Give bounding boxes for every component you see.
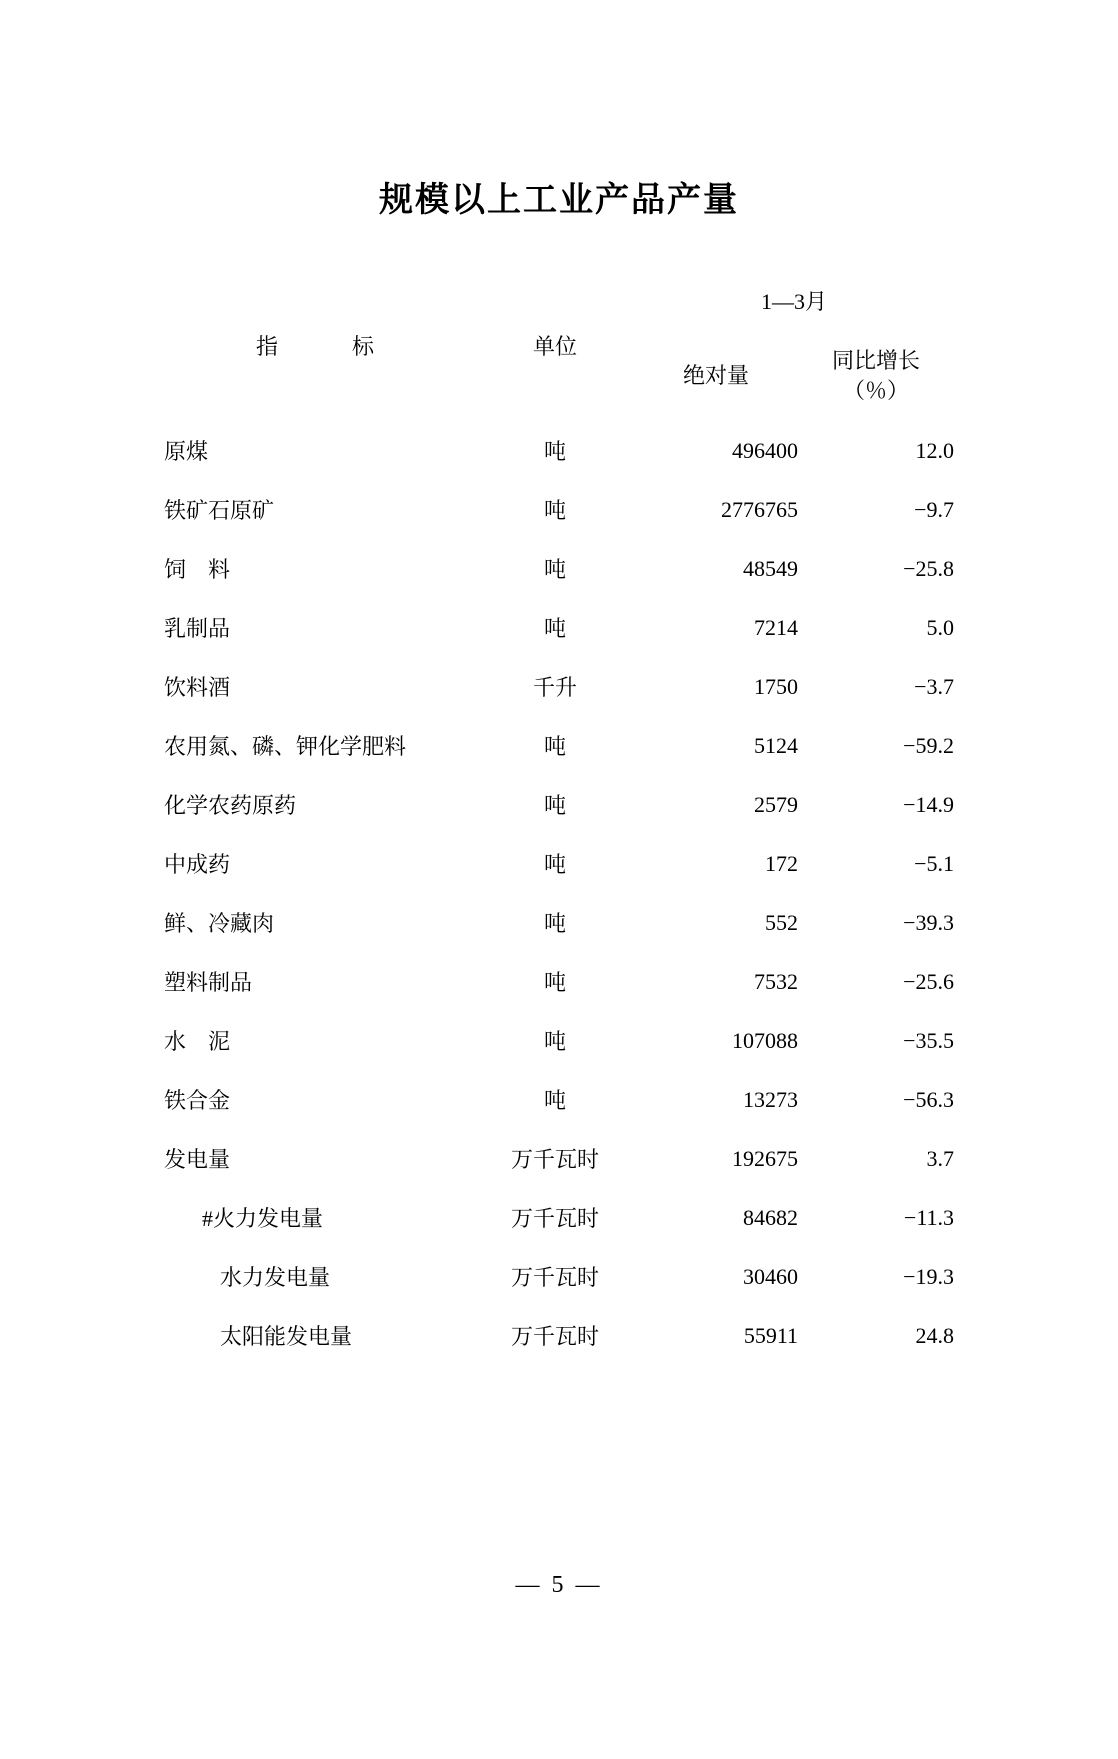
cell-yoy: 5.0 <box>926 614 955 640</box>
page-number: — 5 — <box>515 1572 603 1598</box>
cell-yoy: −25.6 <box>903 968 955 994</box>
table-row <box>164 1070 954 1129</box>
cell-indicator: 中成药 <box>164 852 231 877</box>
cell-absolute: 5124 <box>754 732 798 758</box>
table-row <box>164 1247 954 1306</box>
cell-yoy: −39.3 <box>903 909 955 935</box>
cell-indicator: 铁合金 <box>164 1088 231 1113</box>
cell-unit: 吨 <box>543 852 566 877</box>
cell-indicator: 塑料制品 <box>164 970 253 995</box>
table-row <box>164 539 954 598</box>
table-row <box>164 893 954 952</box>
statistics-table-container <box>164 269 954 1365</box>
cell-absolute: 496400 <box>732 437 798 463</box>
table-row <box>164 421 954 480</box>
cell-indicator: 饮料酒 <box>164 675 231 700</box>
cell-indicator: #火力发电量 <box>202 1206 324 1231</box>
table-row <box>164 716 954 775</box>
cell-indicator: 水 泥 <box>164 1029 231 1054</box>
table-row <box>164 834 954 893</box>
cell-unit: 万千瓦时 <box>510 1324 599 1349</box>
cell-indicator: 铁矿石原矿 <box>164 498 275 523</box>
table-row <box>164 1306 954 1365</box>
cell-yoy: −14.9 <box>903 791 955 817</box>
cell-unit: 吨 <box>543 970 566 995</box>
header-indicator: 指 标 <box>255 333 384 359</box>
cell-absolute: 48549 <box>743 555 798 581</box>
cell-unit: 吨 <box>543 557 566 582</box>
cell-absolute: 2776765 <box>721 496 798 522</box>
cell-unit: 吨 <box>543 1088 566 1113</box>
cell-absolute: 1750 <box>754 673 798 699</box>
table-row <box>164 598 954 657</box>
cell-absolute: 172 <box>765 850 798 876</box>
header-period: 1—3月 <box>761 288 828 314</box>
cell-unit: 万千瓦时 <box>510 1206 599 1231</box>
cell-unit: 千升 <box>532 675 577 700</box>
cell-indicator: 鲜、冷藏肉 <box>164 911 275 936</box>
cell-indicator: 化学农药原药 <box>164 793 297 818</box>
table-row <box>164 480 954 539</box>
table-row <box>164 1011 954 1070</box>
cell-absolute: 55911 <box>743 1322 798 1348</box>
cell-yoy: −35.5 <box>903 1027 955 1053</box>
cell-unit: 吨 <box>543 498 566 523</box>
cell-indicator: 太阳能发电量 <box>220 1324 353 1349</box>
cell-yoy: −56.3 <box>903 1086 955 1112</box>
table-row <box>164 1129 954 1188</box>
table-header-row-1 <box>164 269 954 331</box>
cell-unit: 吨 <box>543 439 566 464</box>
cell-yoy: −3.7 <box>914 673 955 699</box>
document-page <box>0 172 1118 1759</box>
cell-indicator: 农用氮、磷、钾化学肥料 <box>164 734 407 759</box>
cell-unit: 吨 <box>543 1029 566 1054</box>
cell-absolute: 552 <box>765 909 798 935</box>
cell-unit: 吨 <box>543 734 566 759</box>
table-row <box>164 1188 954 1247</box>
cell-unit: 吨 <box>543 793 566 818</box>
cell-yoy: 12.0 <box>915 437 955 463</box>
table-row <box>164 775 954 834</box>
cell-absolute: 84682 <box>743 1204 798 1230</box>
cell-unit: 吨 <box>543 616 566 641</box>
cell-yoy: −25.8 <box>903 555 955 581</box>
cell-indicator: 乳制品 <box>164 616 231 641</box>
cell-unit: 万千瓦时 <box>510 1265 599 1290</box>
cell-absolute: 2579 <box>754 791 798 817</box>
cell-absolute: 107088 <box>732 1027 798 1053</box>
industrial-output-table <box>164 269 954 1365</box>
cell-yoy: −11.3 <box>903 1204 955 1230</box>
cell-indicator: 水力发电量 <box>220 1265 331 1290</box>
cell-absolute: 13273 <box>743 1086 798 1112</box>
cell-absolute: 7214 <box>754 614 798 640</box>
table-row <box>164 952 954 1011</box>
header-yoy <box>798 331 954 421</box>
table-row <box>164 657 954 716</box>
page-title: 规模以上工业产品产量 <box>379 181 739 219</box>
cell-yoy: −59.2 <box>903 732 955 758</box>
cell-indicator: 发电量 <box>164 1147 231 1172</box>
cell-unit: 万千瓦时 <box>510 1147 599 1172</box>
header-yoy-line1: 同比增长 <box>832 348 921 374</box>
cell-yoy: 24.8 <box>915 1322 955 1348</box>
cell-absolute: 30460 <box>743 1263 798 1289</box>
cell-unit: 吨 <box>543 911 566 936</box>
cell-indicator: 原煤 <box>164 439 209 464</box>
cell-indicator: 饲 料 <box>164 557 231 582</box>
cell-yoy: 3.7 <box>926 1145 955 1171</box>
header-yoy-line2: （％） <box>843 378 910 403</box>
header-unit: 单位 <box>532 333 577 359</box>
header-absolute: 绝对量 <box>682 363 749 389</box>
cell-absolute: 192675 <box>732 1145 798 1171</box>
cell-yoy: −9.7 <box>914 496 955 522</box>
cell-yoy: −5.1 <box>914 850 955 876</box>
cell-absolute: 7532 <box>754 968 798 994</box>
cell-yoy: −19.3 <box>903 1263 955 1289</box>
